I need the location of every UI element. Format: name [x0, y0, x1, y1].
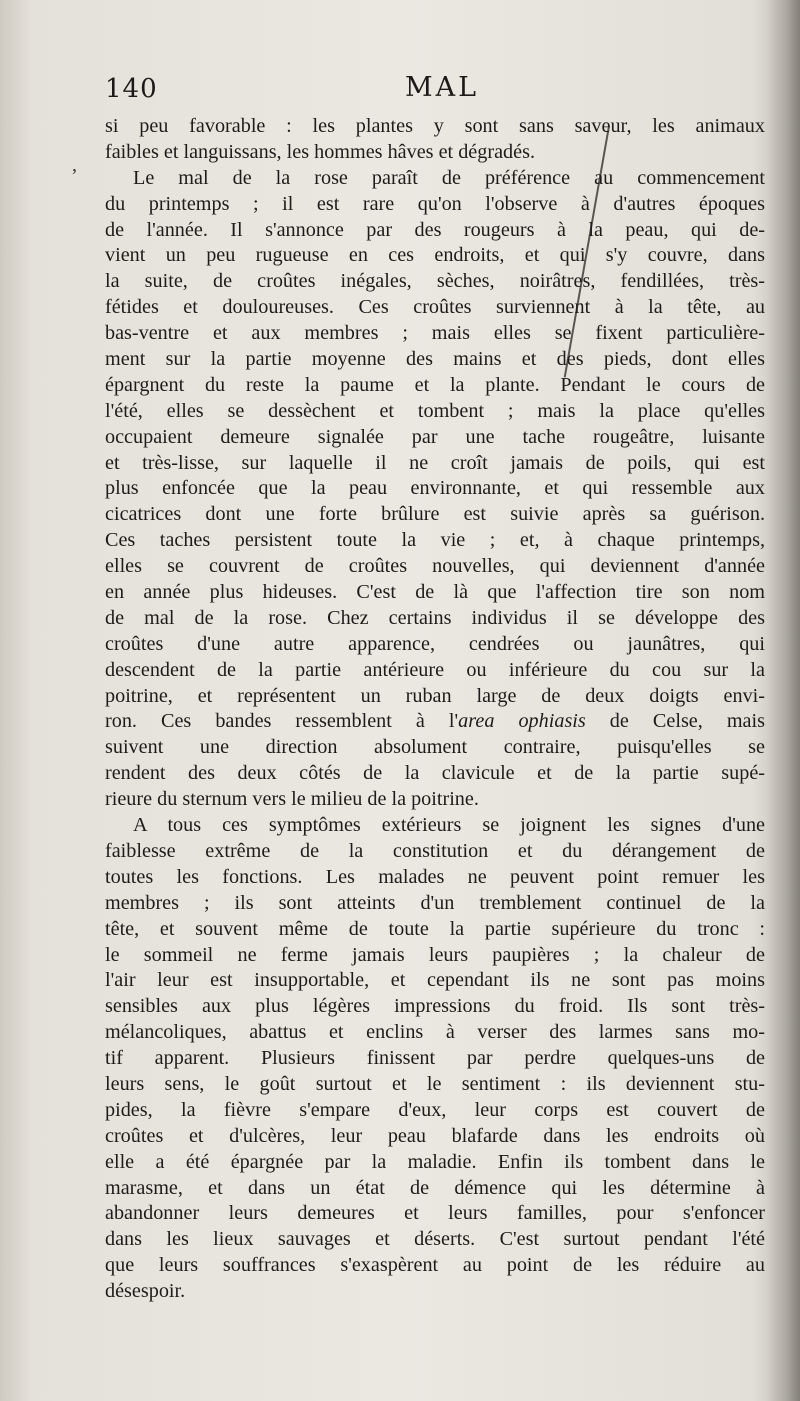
text-fragment: ron. Ces bandes ressemblent à l'	[105, 710, 459, 733]
text-line: que leurs souffrances s'exaspèrent au point de les réduire au	[105, 1254, 765, 1277]
text-line: désespoir.	[105, 1280, 186, 1303]
text-line: descendent de la partie antérieure ou inférieure du cou sur la	[105, 658, 765, 681]
text-line: si peu favorable : les plantes y sont sans saveur, les animaux	[105, 115, 765, 137]
text-line: croûtes et d'ulcères, leur peau blafarde dans les endroits où	[105, 1124, 765, 1147]
page-header	[105, 72, 765, 112]
text-line: faiblesse extrême de la constitution et du dérangement de	[105, 839, 765, 862]
text-line: rendent des deux côtés de la clavicule et de la partie supé-	[105, 762, 765, 785]
text-line: cicatrices dont une forte brûlure est suivie après sa guérison.	[105, 503, 765, 526]
text-line: ment sur la partie moyenne des mains et des pieds, dont elles	[105, 348, 765, 371]
text-fragment: de Celse, mais	[585, 710, 765, 733]
text-line: du printemps ; il est rare qu'on l'observe à d'autres époques	[105, 192, 765, 215]
text-line: la suite, de croûtes inégales, sèches, noirâtres, fendillées, très-	[105, 270, 765, 293]
body-text	[105, 114, 765, 1305]
text-line: elles se couvrent de croûtes nouvelles, qui deviennent d'année	[105, 555, 765, 578]
text-line: occupaient demeure signalée par une tache rougeâtre, luisante	[105, 425, 765, 448]
text-line: bas-ventre et aux membres ; mais elles se fixent particulière-	[105, 322, 765, 345]
text-line: pides, la fièvre s'empare d'eux, leur corps est couvert de	[105, 1098, 765, 1121]
text-line: tif apparent. Plusieurs finissent par perdre quelques-uns de	[105, 1047, 765, 1070]
text-line: elle a été épargnée par la maladie. Enfin ils tombent dans le	[105, 1150, 765, 1173]
text-line: épargnent du reste la paume et la plante. Pendant le cours de	[105, 373, 765, 396]
text-line: plus enfoncée que la peau environnante, et qui ressemble aux	[105, 477, 765, 500]
text-line: tête, et souvent même de toute la partie supérieure du tronc :	[105, 917, 765, 940]
italic-term: area ophiasis	[458, 710, 586, 733]
text-line: de l'année. Il s'annonce par des rougeurs à la peau, qui de-	[105, 218, 765, 241]
page-number: 140	[105, 74, 158, 104]
text-line: de mal de la rose. Chez certains individus il se développe des	[105, 606, 765, 629]
text-line-with-italic	[105, 709, 765, 735]
text-line: toutes les fonctions. Les malades ne peuvent point remuer les	[105, 865, 765, 888]
running-head: MAL	[405, 72, 480, 103]
text-line: l'été, elles se dessèchent et tombent ; mais la place qu'elles	[105, 399, 765, 422]
text-line: fétides et douloureuses. Ces croûtes surviennent à la tête, au	[105, 296, 765, 319]
text-line: le sommeil ne ferme jamais leurs paupières ; la chaleur de	[105, 943, 765, 966]
text-line: faibles et languissans, les hommes hâves et dégradés.	[105, 140, 535, 163]
text-line: poitrine, et représentent un ruban large de deux doigts envi-	[105, 684, 765, 707]
text-line: en année plus hideuses. C'est de là que l'affection tire son nom	[105, 581, 765, 604]
margin-mark: ,	[72, 154, 77, 176]
text-line: et très-lisse, sur laquelle il ne croît jamais de poils, qui est	[105, 451, 765, 474]
text-line: Ces taches persistent toute la vie ; et, à chaque printemps,	[105, 529, 765, 552]
text-line: membres ; ils sont atteints d'un tremblement continuel de la	[105, 891, 765, 914]
text-line: l'air leur est insupportable, et cependant ils ne sont pas moins	[105, 969, 765, 992]
text-line: marasme, et dans un état de démence qui les détermine à	[105, 1176, 765, 1199]
text-line: sensibles aux plus légères impressions du froid. Ils sont très-	[105, 995, 765, 1018]
text-line: mélancoliques, abattus et enclins à verser des larmes sans mo-	[105, 1021, 765, 1044]
text-line: croûtes d'une autre apparence, cendrées ou jaunâtres, qui	[105, 632, 765, 655]
text-line: vient un peu rugueuse en ces endroits, et qui s'y couvre, dans	[105, 244, 765, 267]
text-line: leurs sens, le goût surtout et le sentiment : ils deviennent stu-	[105, 1072, 765, 1095]
text-line: abandonner leurs demeures et leurs familles, pour s'enfoncer	[105, 1202, 765, 1225]
spine-shadow	[766, 0, 800, 1401]
text-line: dans les lieux sauvages et déserts. C'est surtout pendant l'été	[105, 1228, 765, 1251]
text-line: rieure du sternum vers le milieu de la poitrine.	[105, 788, 479, 811]
text-line: suivent une direction absolument contraire, puisqu'elles se	[105, 736, 765, 759]
paragraph-start: A tous ces symptômes extérieurs se joignent les signes d'une	[133, 814, 765, 837]
paragraph-start: Le mal de la rose paraît de préférence au commencement	[133, 166, 765, 189]
